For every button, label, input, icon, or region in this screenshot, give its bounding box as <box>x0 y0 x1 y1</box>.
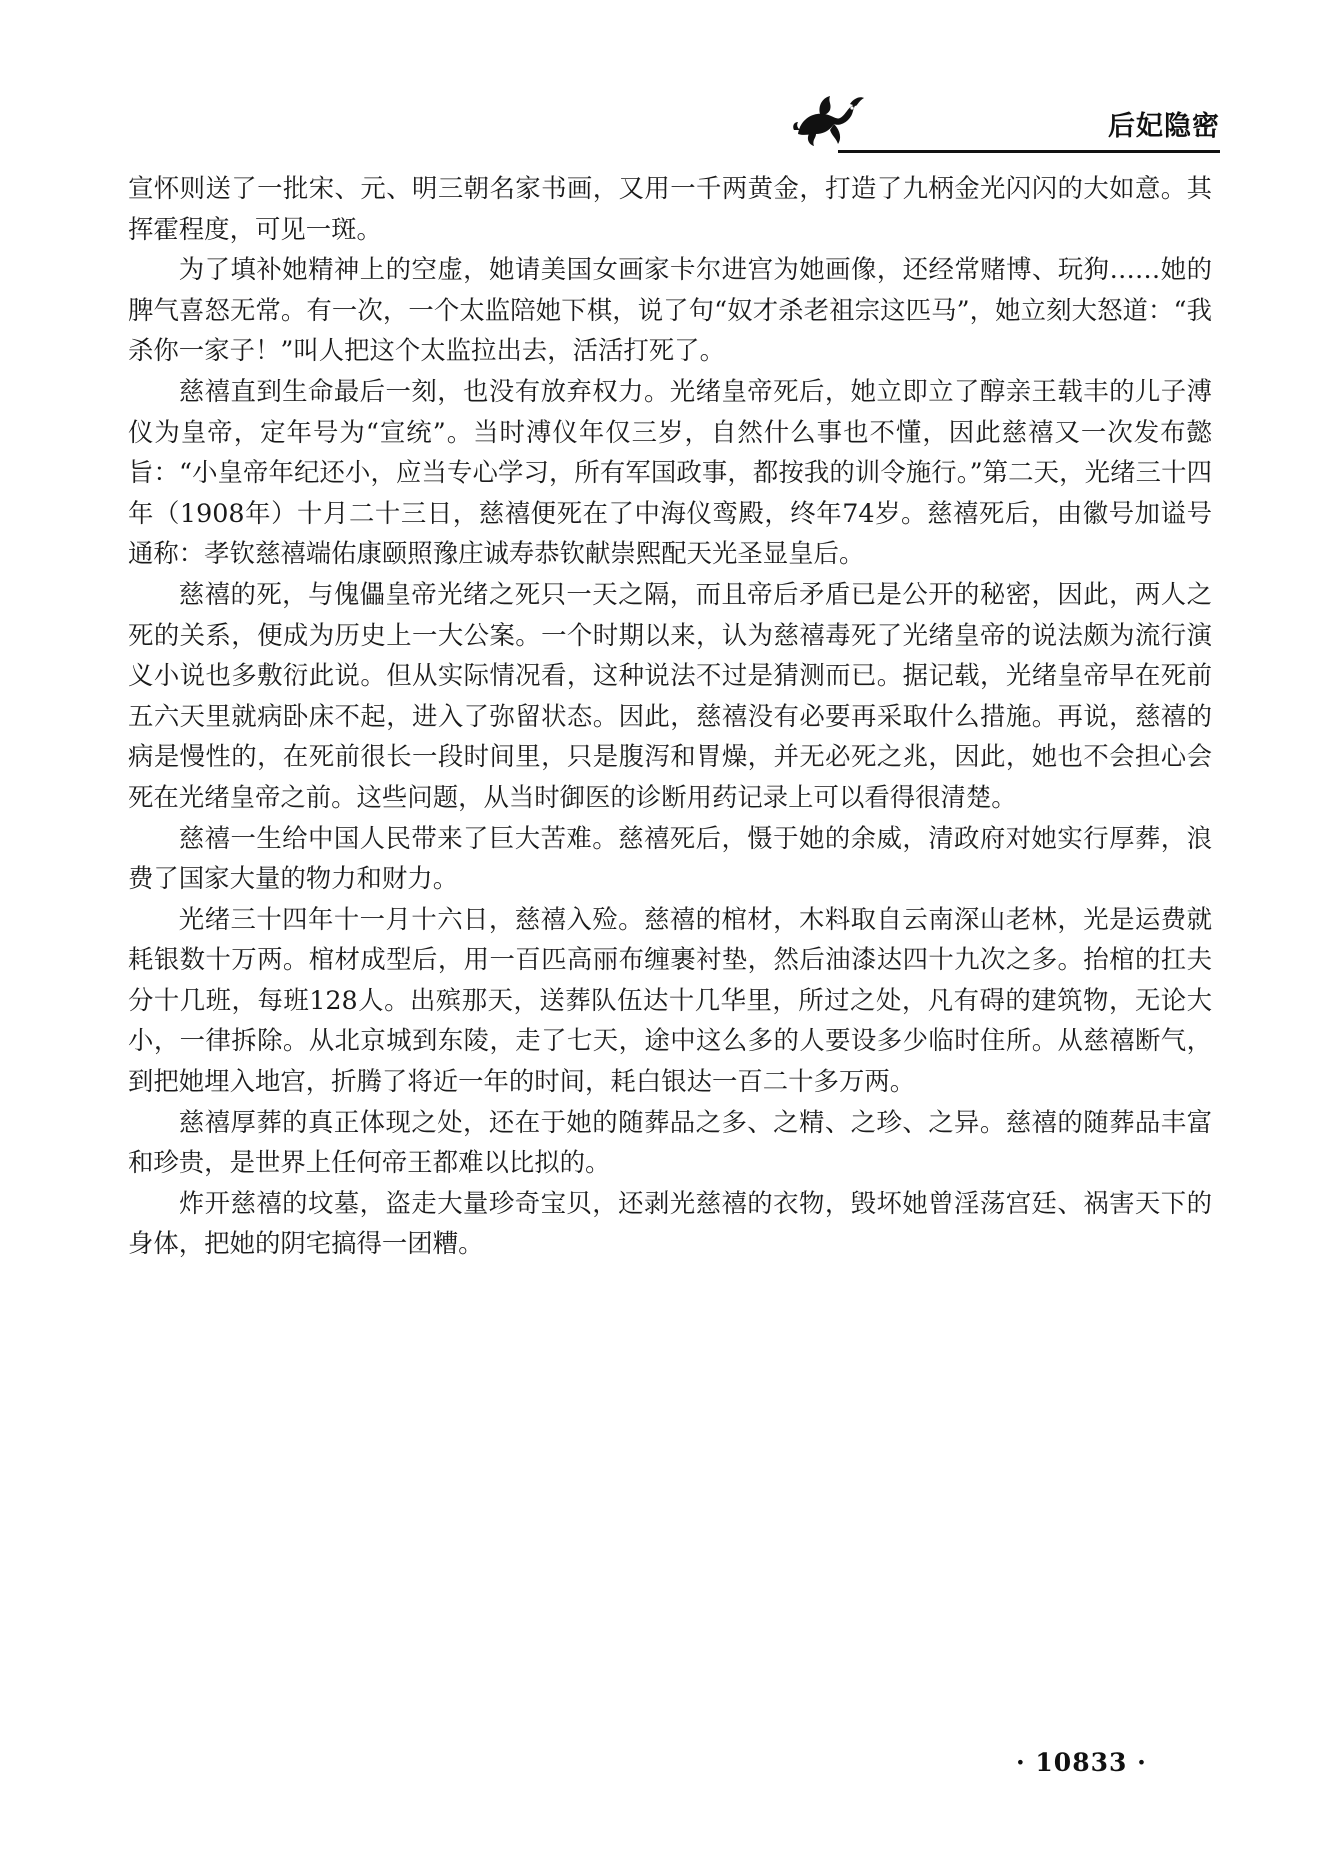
paragraph: 慈禧一生给中国人民带来了巨大苦难。慈禧死后，慑于她的余威，清政府对她实行厚葬，浪费了国家大量的物力和财力。 <box>128 822 1212 894</box>
page-number: · 10833 · <box>1016 1748 1147 1777</box>
paragraph: 慈禧厚葬的真正体现之处，还在于她的随葬品之多、之精、之珍、之异。慈禧的随葬品丰富和珍贵，是世界上任何帝王都难以比拟的。 <box>128 1106 1212 1178</box>
dragon-emblem-icon <box>790 90 866 150</box>
paragraph: 炸开慈禧的坟墓，盗走大量珍奇宝贝，还剥光慈禧的衣物，毁坏她曾淫荡宫廷、祸害天下的身体，把她的阴宅搞得一团糟。 <box>128 1187 1212 1259</box>
paragraph: 宣怀则送了一批宋、元、明三朝名家书画，又用一千两黄金，打造了九柄金光闪闪的大如意。其挥霍程度，可见一斑。 <box>128 173 1212 244</box>
header-title: 后妃隐密 <box>1108 111 1220 142</box>
paragraph: 光绪三十四年十一月十六日，慈禧入殓。慈禧的棺材，木料取自云南深山老林，光是运费就耗银数十万两。棺材成型后，用一百匹高丽布缠裹衬垫，然后油漆达四十九次之多。抬棺的扛夫分十几班，每班128人。出殡那天，送葬队伍达十几华里，所过之处，凡有碍的建筑物，无论大小，一律拆除。从北京城到东陵，走了七天，途中这么多的人要设多少临时住所。从慈禧断气，到把她埋入地宫，折腾了将近一年的时间，耗白银达一百二十多万两。 <box>128 903 1212 1097</box>
paragraph: 慈禧直到生命最后一刻，也没有放弃权力。光绪皇帝死后，她立即立了醇亲王载丰的儿子溥仪为皇帝，定年号为“宣统”。当时溥仪年仅三岁，自然什么事也不懂，因此慈禧又一次发布懿旨：“小皇帝年纪还小，应当专心学习，所有军国政事，都按我的训令施行。”第二天，光绪三十四年（1908年）十月二十三日，慈禧便死在了中海仪鸾殿，终年74岁。慈禧死后，由徽号加谥号通称：孝钦慈禧端佑康颐照豫庄诚寿恭钦献崇熙配天光圣显皇后。 <box>128 375 1212 569</box>
body-text <box>128 168 1212 1264</box>
paragraph: 为了填补她精神上的空虚，她请美国女画家卡尔进宫为她画像，还经常赌博、玩狗……她的脾气喜怒无常。有一次，一个太监陪她下棋，说了句“奴才杀老祖宗这匹马”，她立刻大怒道：“我杀你一家子！”叫人把这个太监拉出去，活活打死了。 <box>128 254 1212 366</box>
paragraph: 慈禧的死，与傀儡皇帝光绪之死只一天之隔，而且帝后矛盾已是公开的秘密，因此，两人之死的关系，便成为历史上一大公案。一个时期以来，认为慈禧毒死了光绪皇帝的说法颇为流行演义小说也多敷衍此说。但从实际情况看，这种说法不过是猜测而已。据记载，光绪皇帝早在死前五六天里就病卧床不起，进入了弥留状态。因此，慈禧没有必要再采取什么措施。再说，慈禧的病是慢性的，在死前很长一段时间里，只是腹泻和胃燥，并无必死之兆，因此，她也不会担心会死在光绪皇帝之前。这些问题，从当时御医的诊断用药记录上可以看得很清楚。 <box>128 578 1212 812</box>
running-header <box>790 86 1220 156</box>
header-rule <box>838 150 1220 153</box>
